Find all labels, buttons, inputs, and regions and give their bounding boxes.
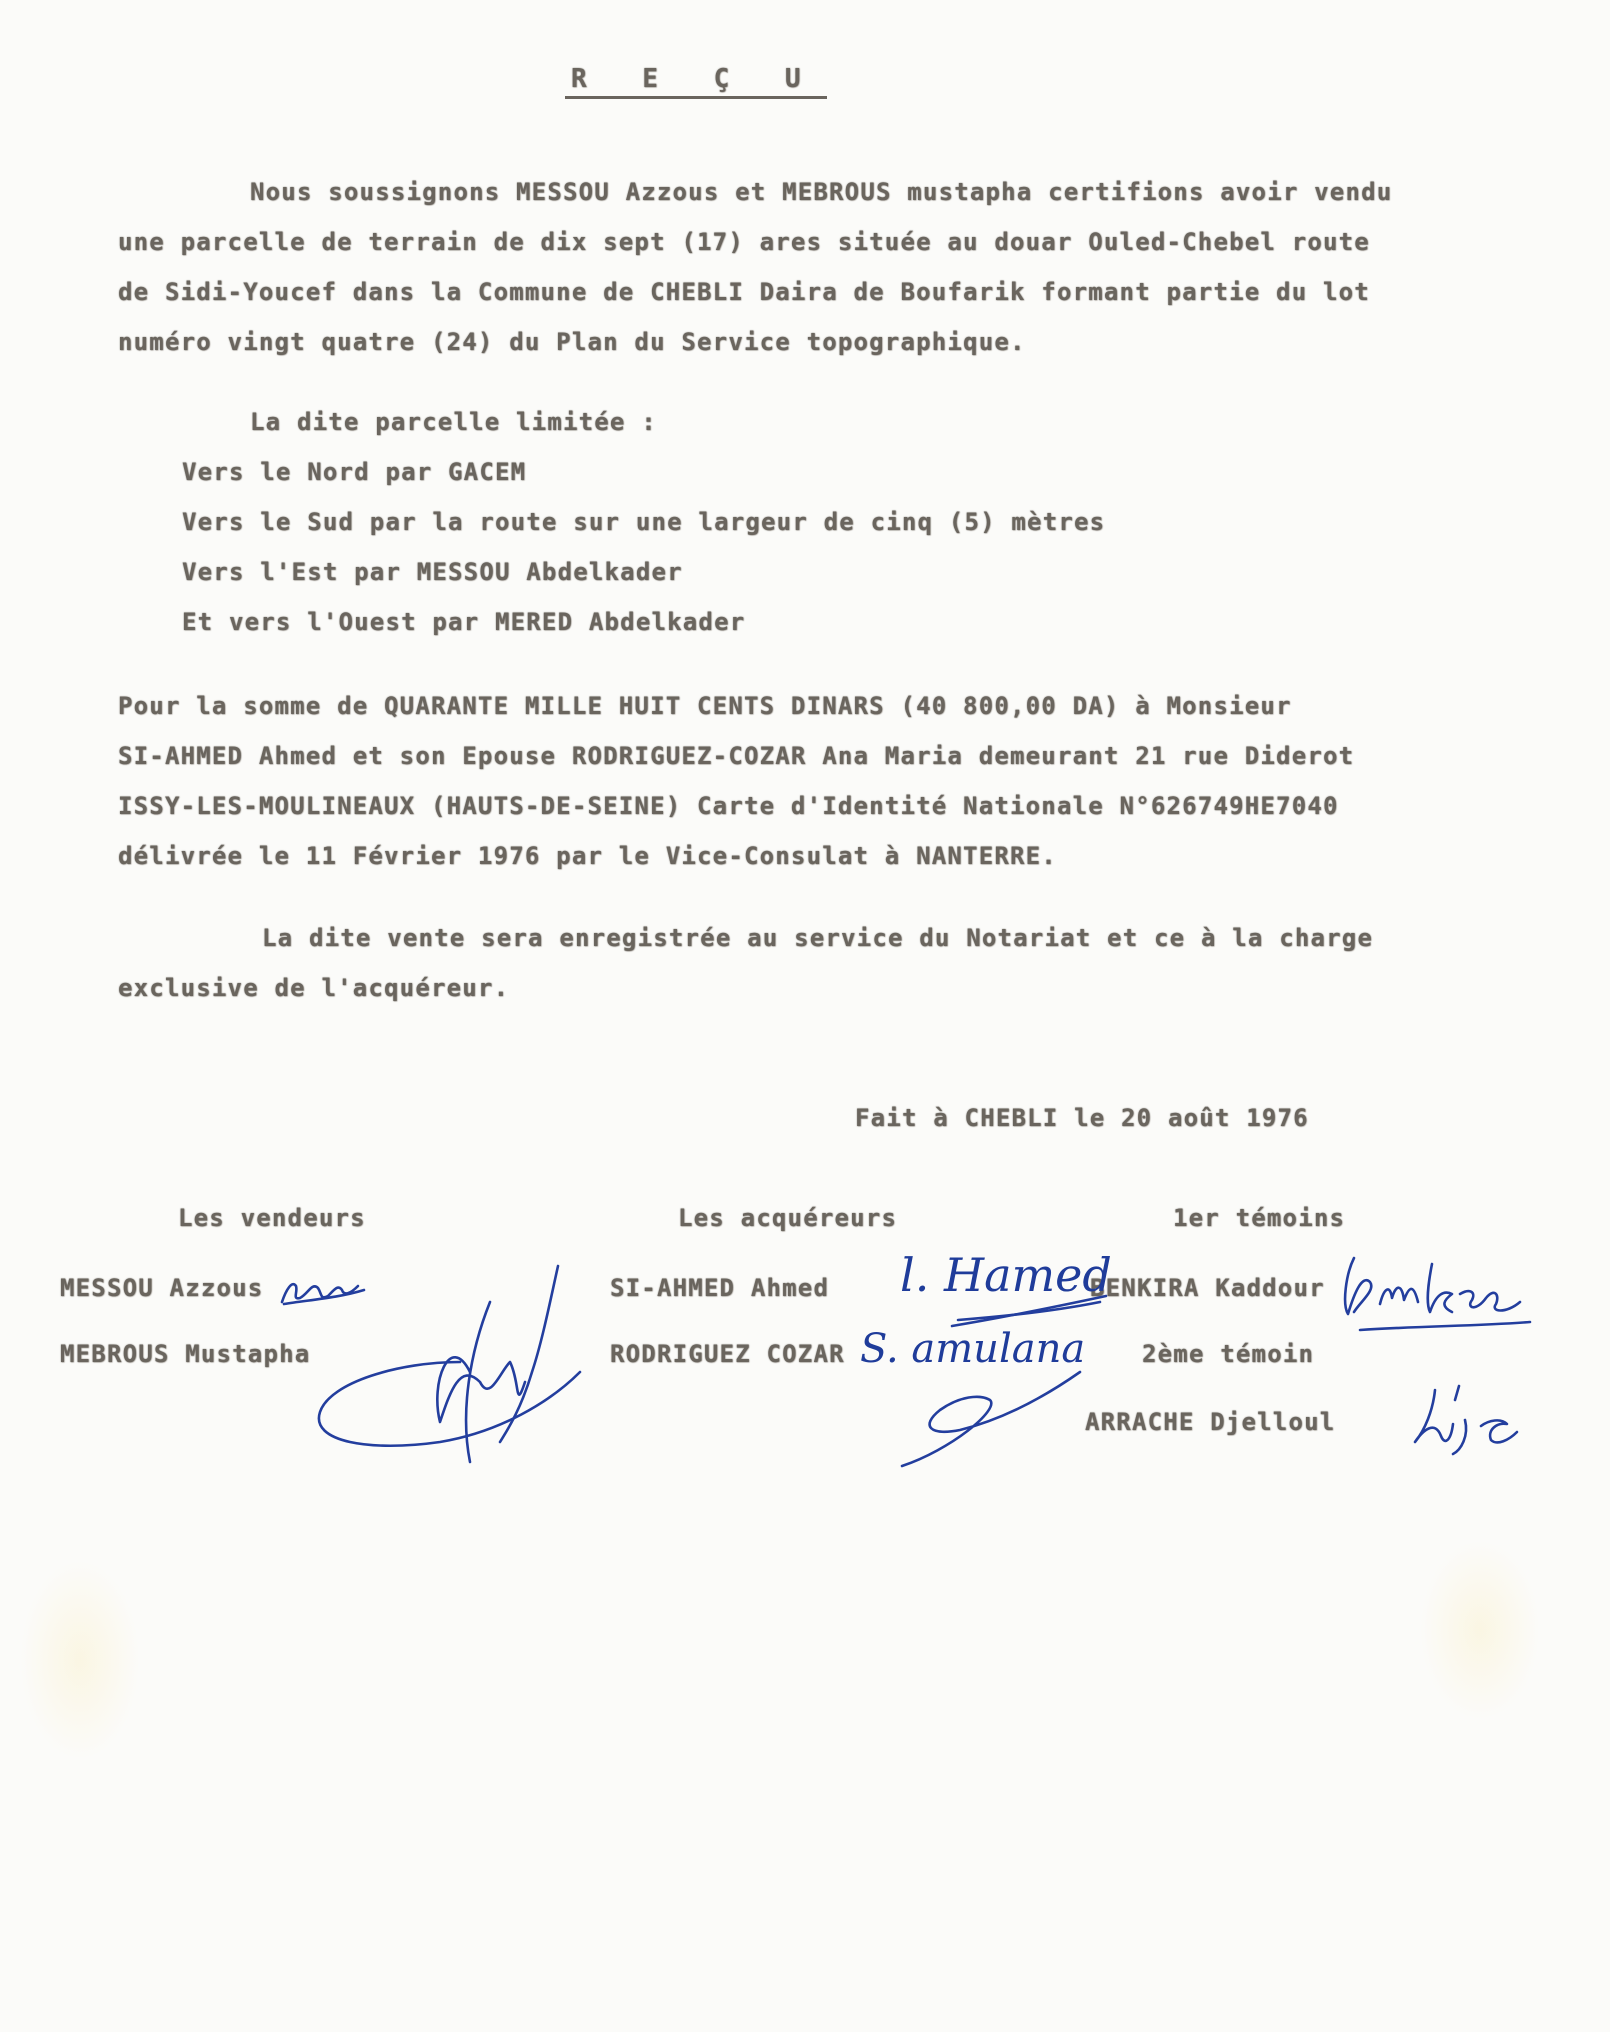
second-witness-name: ARRACHE Djelloul xyxy=(1085,1408,1336,1436)
paper-stain xyxy=(1420,1540,1540,1720)
seller-2-signature-icon xyxy=(310,1262,600,1472)
paragraph-1-line-2: une parcelle de terrain de dix sept (17) ares située au douar Ouled-Chebel route xyxy=(118,228,1370,256)
buyer-2-signature-flourish-icon xyxy=(890,1370,1090,1470)
sellers-heading: Les vendeurs xyxy=(178,1204,366,1232)
paragraph-3-line-1: La dite vente sera enregistrée au service du Notariat et ce à la charge xyxy=(262,924,1374,952)
buyer-name-1: SI-AHMED Ahmed xyxy=(610,1274,830,1302)
paragraph-1-line-3: de Sidi-Youcef dans la Commune de CHEBLI Daira de Boufarik formant partie du lot xyxy=(118,278,1370,306)
buyer-2-signature: S. amulana xyxy=(860,1326,1086,1372)
seller-name-2: MEBROUS Mustapha xyxy=(60,1340,311,1368)
paragraph-2-line-3: ISSY-LES-MOULINEAUX (HAUTS-DE-SEINE) Carte d'Identité Nationale N°626749HE7040 xyxy=(118,792,1339,820)
paragraph-1-line-1: Nous soussignons MESSOU Azzous et MEBROUS mustapha certifions avoir vendu xyxy=(250,178,1393,206)
seller-name-1: MESSOU Azzous xyxy=(60,1274,264,1302)
place-date: Fait à CHEBLI le 20 août 1976 xyxy=(855,1104,1309,1132)
paragraph-2-line-1: Pour la somme de QUARANTE MILLE HUIT CENTS DINARS (40 800,00 DA) à Monsieur xyxy=(118,692,1292,720)
buyers-heading: Les acquéreurs xyxy=(678,1204,898,1232)
buyer-name-2: RODRIGUEZ COZAR xyxy=(610,1340,845,1368)
limit-west: Et vers l'Ouest par MERED Abdelkader xyxy=(182,608,746,636)
paper-stain xyxy=(20,1560,140,1760)
limits-intro: La dite parcelle limitée : xyxy=(250,408,657,436)
document-title: R E Ç U xyxy=(565,64,827,99)
first-witness-name: BENKIRA Kaddour xyxy=(1090,1274,1325,1302)
second-witness-heading: 2ème témoin xyxy=(1142,1340,1315,1368)
limit-north: Vers le Nord par GACEM xyxy=(182,458,527,486)
paragraph-3-line-2: exclusive de l'acquéreur. xyxy=(118,974,510,1002)
buyer-1-signature-underline-icon xyxy=(950,1290,1110,1330)
first-witness-heading: 1er témoins xyxy=(1173,1204,1346,1232)
second-witness-signature-icon xyxy=(1405,1380,1535,1460)
limit-south: Vers le Sud par la route sur une largeur de cinq (5) mètres xyxy=(182,508,1106,536)
paragraph-2-line-4: délivrée le 11 Février 1976 par le Vice-Consulat à NANTERRE. xyxy=(118,842,1057,870)
paragraph-1-line-4: numéro vingt quatre (24) du Plan du Service topographique. xyxy=(118,328,1026,356)
paragraph-2-line-2: SI-AHMED Ahmed et son Epouse RODRIGUEZ-COZAR Ana Maria demeurant 21 rue Diderot xyxy=(118,742,1355,770)
limit-east: Vers l'Est par MESSOU Abdelkader xyxy=(182,558,683,586)
buyer-1-signature: l. Hamed xyxy=(900,1248,1112,1302)
first-witness-signature-icon xyxy=(1340,1254,1550,1324)
